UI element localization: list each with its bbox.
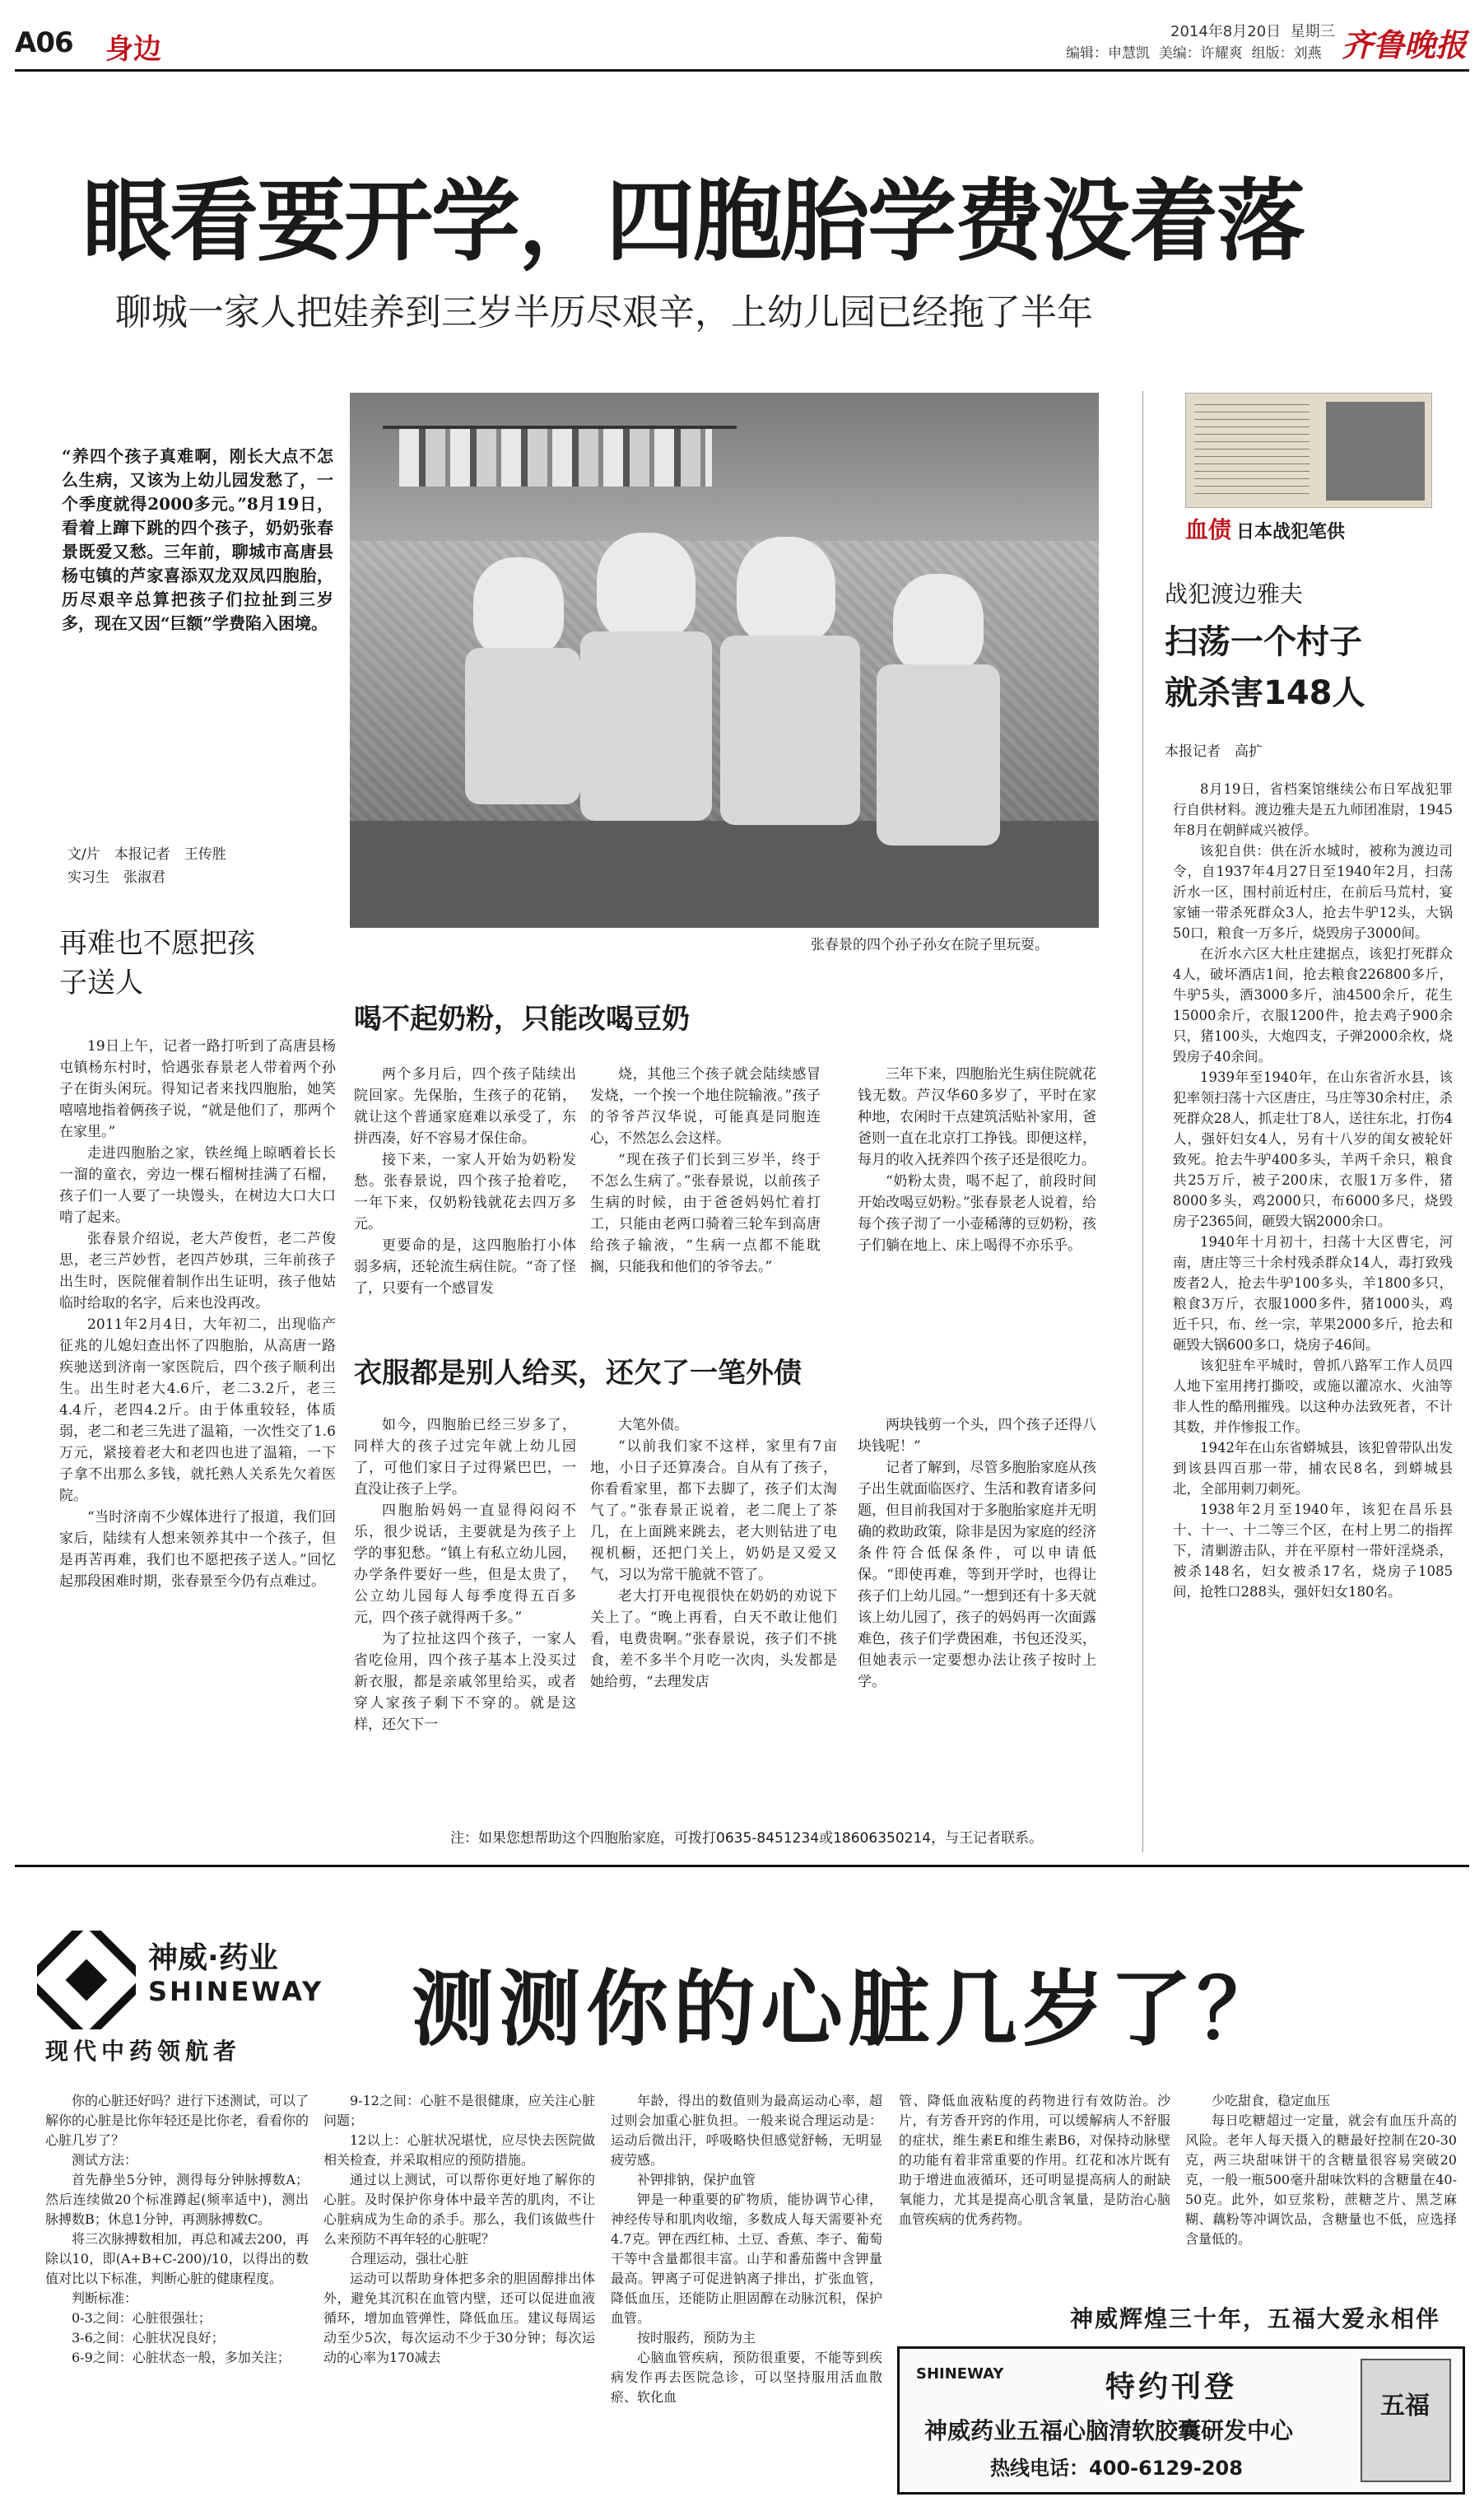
special-box: [897, 2346, 1465, 2495]
paragraph: 年龄，得出的数值则为最高运动心率，超过则会加重心脏负担。一般来说合理运动是：运动后微出汗，呼吸略快但感觉舒畅，无明显疲劳感。: [611, 2093, 882, 2168]
paragraph: 9-12之间：心脏不是很健康，应关注心脏问题；: [323, 2093, 595, 2128]
sidebar-kicker: 战犯渡边雅夫: [1165, 580, 1304, 608]
ad-slogan: 现代中药领航者: [45, 2038, 242, 2065]
product-label: 五福: [1380, 2392, 1430, 2420]
paragraph: “现在孩子们长到三岁半，终于不怎么生病了。”张春景说，以前孩子生病的时候，由于爸爸妈妈忙着打工，只能由老两口骑着三轮车到高唐给孩子输液，“生病一点都不能耽搁，只能我和他们的爷爷去。”: [590, 1152, 821, 1275]
sidebar-title-1: 扫荡一个村子: [1165, 623, 1362, 661]
page-number: A06: [15, 26, 73, 59]
header-date: [1170, 20, 1335, 41]
subheadline: 聊城一家人把娃养到三岁半历尽艰辛，上幼儿园已经拖了半年: [115, 291, 1093, 333]
paragraph: 3-6之间：心脏状况良好；: [72, 2330, 225, 2346]
paragraph: “奶粉太贵，喝不起了，前段时间开始改喝豆奶粉。”张春景老人说着，给每个孩子沏了一小壶稀薄的豆奶粉，孩子们躺在地上、床上喝得不亦乐乎。: [858, 1173, 1096, 1254]
box-logo-text: SHINEWAY: [916, 2365, 1004, 2383]
byline-reporter: 文/片 本报记者 王传胜: [67, 846, 226, 863]
paragraph: 两块钱剪一个头，四个孩子还得八块钱呢！”: [858, 1417, 1096, 1455]
subhead-2: 喝不起奶粉，只能改喝豆奶: [354, 1003, 690, 1036]
ad-footer-slogan: 神威辉煌三十年，五福大爱永相伴: [1070, 2305, 1441, 2332]
paragraph: 2011年2月4日，大年初二，出现临产征兆的儿媳妇查出怀了四胞胎，从高唐一路疾驰送到济南一家医院后，四个孩子顺利出生。出生时老大4.6斤，老二3.2斤，老三4.4斤，老四4.2斤。由于体重较轻，体质弱，老二和老三先进了温箱，一次性交了1.6万元，紧接着老大和老四也进了温箱，一下子拿不出那么多钱，就托熟人关系先欠着医院。: [59, 1316, 336, 1504]
paragraph: 少吃甜食，稳定血压: [1212, 2093, 1331, 2108]
hotline: [990, 2452, 1243, 2481]
paragraph: 将三次脉搏数相加，再总和减去200，再除以10，即(A+B+C-200)/10，以得出的数值对比以下标准，判断心脏的健康程度。: [45, 2231, 309, 2286]
left-column: [59, 1036, 336, 1826]
ad-col-3: [611, 2091, 882, 2503]
date: 2014年8月20日: [1170, 23, 1282, 40]
sidebar-image: [1185, 393, 1432, 508]
ad-brand-en: SHINEWAY: [148, 1976, 324, 2007]
header-rule: [15, 69, 1469, 72]
paragraph: 8月19日，省档案馆继续公布日军战犯罪行自供材料。渡边雅夫是五九师团准尉，1945年8月在朝鲜咸兴被俘。: [1173, 781, 1453, 838]
sec2-col1: [354, 1064, 576, 1302]
paragraph: 1942年在山东省蟒城县，该犯曾带队出发到该县四百那一带，捕农民8名，到蟒城县北，全部用刺刀刺死。: [1173, 1440, 1453, 1497]
paragraph: 接下来，一家人开始为奶粉发愁。张春景说，四个孩子抢着吃，一年下来，仅奶粉钱就花去四万多元。: [354, 1152, 576, 1232]
paragraph: 6-9之间：心脏状态一般，多加关注；: [72, 2350, 291, 2365]
ad-col-1: [45, 2091, 309, 2503]
left-column-text: [59, 1036, 336, 1592]
paragraph: 12以上：心脏状况堪忧，应尽快去医院做相关检查，并采取相应的预防措施。: [323, 2132, 595, 2168]
sidebar-divider: [1142, 391, 1143, 1852]
paragraph: 心脑血管疾病，预防很重要，不能等到疾病发作再去医院急诊，可以坚持服用活血散瘀、软化血: [611, 2350, 882, 2405]
brand-name: 神威: [148, 1941, 208, 1975]
ad-col-2: [323, 2091, 595, 2503]
sec3-col2: [590, 1414, 837, 1818]
ad-col-4: 管、降低血液粘度的药物进行有效防治。沙片，有芳香开窍的作用，可以缓解病人不舒服的症状，维生素E和维生素B6，对保持动脉壁的功能有着非常重要的作用。红花和冰片既有助于增进血液循环，还可明显提高病人的耐缺氧能力，尤其是提高心肌含氧量，是防治心脑血管疾病的优秀药物。: [899, 2093, 1170, 2227]
sidebar-byline: 本报记者 高扩: [1165, 743, 1263, 760]
paragraph: 1939年至1940年，在山东省沂水县，该犯率领扫荡十六区唐庄，马庄等30余村庄，杀死群众28人，抓走壮丁8人，送往东北，打伤4人，强奸妇女4人，另有十八岁的闺女被轮奸致死。抢去牛驴400多头，羊两千余只，粮食共25万斤，被子200床，衣服1万多件，猪8000多头，鸡2000只，布6000多尺，烧毁房子2365间，砸毁大锅2000余口。: [1173, 1069, 1453, 1229]
section-name: 身边: [105, 33, 161, 66]
paragraph: 烧，其他三个孩子就会陆续感冒发烧，一个挨一个地住院输液。”孩子的爷爷芦汉华说，可能真是同胞连心，不然怎么会这样。: [590, 1066, 821, 1147]
byline: [67, 843, 226, 889]
paragraph: 在沂水六区大杜庄建据点，该犯打死群众4人，破坏酒店1间，抢去粮食226800多斤，牛驴5头，酒3000多斤，油4500余斤，花生15000余斤，衣服1200件，抢去鸡子900余只，猪100头，大炮四支，子弹2000余枚，烧毁房子40余间。: [1173, 946, 1453, 1064]
headline: 眼看要开学，四胞胎学费没着落: [82, 170, 1305, 273]
subhead-1: 再难也不愿把孩子送人: [59, 927, 255, 999]
badge-text: 日本战犯笔供: [1236, 522, 1346, 543]
paragraph: 按时服药，预防为主: [637, 2330, 756, 2346]
paragraph: 首先静坐5分钟，测得每分钟脉搏数A；然后连续做20个标准蹲起(频率适中)，测出脉搏数B；休息1分钟，再测脉搏数C。: [45, 2172, 309, 2227]
editor: 编辑：申慧凯: [1066, 45, 1150, 62]
ad-title: 测测你的心脏几岁了？: [412, 1961, 1284, 2057]
special-title: 特约刊登: [1105, 2370, 1238, 2404]
paragraph: “以前我们家不这样，家里有7亩地，小日子还算凑合。自从有了孩子，你看看家里，都下去脚了，孩子们太淘气了。”张春景正说着，老二爬上了茶几，在上面跳来跳去，老大则钻进了电视机橱，还把门关上，奶奶是又爱又气，习以为常干脆就不管了。: [590, 1438, 837, 1583]
ad-top-rule: [15, 1865, 1469, 1867]
paragraph: 19日上午，记者一路打听到了高唐县杨屯镇杨东村时，恰遇张春景老人带着两个孙子在街头闲玩。得知记者来找四胞胎，她笑嘻嘻地指着俩孩子说，“就是他们了，那两个在家里。”: [59, 1038, 336, 1140]
paragraph: 1940年十月初十，扫荡十大区曹宅，河南，唐庄等三十余村残杀群众14人，毒打致残废者2人，抢去牛驴100多头，羊1800多只，粮食3万斤，衣服1000多件，猪1000头，鸡近千只，布、丝一宗，苹果2000多斤，抢去和砸毁大锅600多口，烧房子46间。: [1173, 1234, 1453, 1353]
paragraph: 补钾排钠，保护血管: [637, 2172, 756, 2187]
main-photo: [350, 393, 1099, 928]
brand-logo-icon: [37, 1931, 136, 2029]
byline-intern: 实习生 张淑君: [67, 869, 165, 886]
paragraph: 测试方法：: [72, 2152, 138, 2168]
paragraph: 该犯驻牟平城时，曾抓八路军工作人员四人地下室用拷打撕咬，或施以灌凉水、火油等非人性的酷刑摧残。以这种办法致死者，不计其数，并作惨报工作。: [1173, 1358, 1453, 1435]
paragraph: 合理运动，强壮心脏: [350, 2251, 469, 2266]
contact-note: 注：如果您想帮助这个四胞胎家庭，可拨打0635-8451234或18606350214，与王记者联系。: [450, 1830, 1044, 1847]
paragraph: 更要命的是，这四胞胎打小体弱多病，还轮流生病住院。“奇了怪了，只要有一个感冒发: [354, 1237, 576, 1297]
badge-red: 血债: [1185, 516, 1232, 543]
weekday: 星期三: [1290, 23, 1335, 40]
paragraph: 老大打开电视很快在奶奶的劝说下关上了。“晚上再看，白天不敢让他们看，电费贵啊。”张春景说，孩子们不挑食，差不多半个月吃一次肉，头发都是她给剪，“去理发店: [590, 1588, 837, 1690]
paragraph: 两个多月后，四个孩子陆续出院回家。先保胎，生孩子的花销，就让这个普通家庭难以承受了，东拼西凑，好不容易才保住命。: [354, 1066, 576, 1147]
paragraph: “当时济南不少媒体进行了报道，我们回家后，陆续有人想来领养其中一个孩子，但是再苦再难，我们也不愿把孩子送人。”回忆起那段困难时期，张春景至今仍有点难过。: [59, 1509, 336, 1590]
paragraph: 钾是一种重要的矿物质，能协调节心律，神经传导和肌肉收缩，多数成人每天需要补充4.7克。钾在西红柿、土豆、香蕉、李子、葡萄干等中含量都很丰富。山芋和番茄酱中含钾量最高。钾离子可促进钠离子排出，扩张血管，降低血压，还能防止胆固醇在动脉沉积，保护血管。: [611, 2192, 882, 2326]
hotline-label: 热线电话：: [990, 2457, 1089, 2480]
masthead: 齐鲁晚报: [1342, 26, 1468, 63]
sec2-col2: [590, 1064, 821, 1302]
photo-caption: 张春景的四个孙子孙女在院子里玩耍。: [811, 937, 1049, 953]
paragraph: 0-3之间：心脏很强壮；: [72, 2310, 212, 2326]
layout-editor: 组版：刘燕: [1251, 45, 1322, 62]
ad-logo: [37, 1931, 136, 2029]
paragraph: 你的心脏还好吗？进行下述测试，可以了解你的心脏是比你年轻还是比你老，看看你的心脏几岁了？: [45, 2093, 309, 2148]
paragraph: 四胞胎妈妈一直显得闷闷不乐，很少说话，主要就是为孩子上学的事犯愁。“镇上有私立幼儿园，办学条件要好一些，但是太贵了，公立幼儿园每人每季度得五百多元，四个孩子就得两千多。”: [354, 1502, 576, 1626]
sec3-col3: [858, 1414, 1096, 1818]
product-box: [1361, 2359, 1451, 2482]
brand-name-2: 药业: [218, 1941, 278, 1975]
paragraph: 判断标准：: [72, 2290, 138, 2306]
subhead-3: 衣服都是别人给买，还欠了一笔外债: [354, 1357, 802, 1390]
hotline-number: 400-6129-208: [1089, 2457, 1243, 2480]
research-center: 神威药业五福心脑清软胶囊研发中心: [924, 2417, 1294, 2444]
ad-brand: 神威·药业: [148, 1941, 278, 1975]
paragraph: 该犯自供：供在沂水城时，被称为渡边司令，自1937年4月27日至1940年2月，扫荡沂水一区，围村前近村庄，在前后马荒村，宴家铺一带杀死群众3人，抢去牛驴12头，大锅50口，粮食一万多斤，烧毁房子3000间。: [1173, 843, 1453, 941]
paragraph: 运动可以帮助身体把多余的胆固醇排出体外，避免其沉积在血管内壁，还可以促进血液循环，增加血管弹性，降低血压。建议每周运动至少5次，每次运动不少于30分钟；每次运动的心率为170减去: [323, 2271, 595, 2365]
ad-col-5: [1185, 2091, 1457, 2272]
paragraph: 走进四胞胎之家，铁丝绳上晾晒着长长一溜的童衣，旁边一棵石榴树挂满了石榴，孩子们一人要了一块馒头，在树边大口大口啃了起来。: [59, 1145, 336, 1226]
paragraph: 三年下来，四胞胎光生病住院就花钱无数。芦汉华60多岁了，平时在家种地，农闲时干点建筑活贴补家用，爸爸则一直在北京打工挣钱。即便这样，每月的收入抚养四个孩子还是很吃力。: [858, 1066, 1096, 1168]
art-editor: 美编：许耀爽: [1158, 45, 1243, 62]
paragraph: 如今，四胞胎已经三岁多了，同样大的孩子过完年就上幼儿园了，可他们家日子过得紧巴巴，一直没让孩子上学。: [354, 1417, 576, 1498]
paragraph: 大笔外债。: [618, 1417, 688, 1433]
sec2-col3: [858, 1064, 1096, 1302]
paragraph: 每日吃糖超过一定量，就会有血压升高的风险。老年人每天摄入的糖最好控制在20-30克，两三块甜味饼干的含糖量很容易突破20克，一般一瓶500毫升甜味饮料的含糖量在40-50克。此外，如豆浆粉，蔗糖芝片、黑芝麻糊、藕粉等冲调饮品，含糖量也不低，应选择含量低的。: [1185, 2113, 1457, 2247]
sidebar-title-2: 就杀害148人: [1165, 674, 1365, 712]
paragraph: 为了拉扯这四个孩子，一家人省吃俭用，四个孩子基本上没买过新衣服，都是亲戚邻里给买，或者穿人家孩子剩下不穿的。就是这样，还欠下一: [354, 1631, 576, 1733]
header-credits: [1066, 41, 1322, 62]
paragraph: 张春景介绍说，老大芦俊哲，老二芦俊思，老三芦妙哲，老四芦妙琪，三年前孩子出生时，医院催着制作出生证明，孩子他姑临时给取的名字，后来也没再改。: [59, 1231, 336, 1311]
sec3-col1: [354, 1414, 576, 1818]
lead-paragraph: “养四个孩子真难啊，刚长大点不怎么生病，又该为上幼儿园发愁了，一个季度就得2000多元。”8月19日，看着上蹿下跳的四个孩子，奶奶张春景既爱又愁。三年前，聊城市高唐县杨屯镇的芦家喜添双龙双凤四胞胎，历尽艰辛总算把孩子们拉扯到三岁多，现在又因“巨额”学费陷入困境。: [62, 446, 333, 633]
paragraph: 1938年2月至1940年，该犯在昌乐县十、十一、十二等三个区，在村上男二的指挥下，清剿游击队，并在平原村一带奸淫烧杀，被杀148名，妇女被杀17名，烧房子1085间，抢牲口288头，强奸妇女180名。: [1173, 1502, 1453, 1600]
paragraph: 记者了解到，尽管多胞胎家庭从孩子出生就面临医疗、生活和教育诸多问题，但目前我国对于多胞胎家庭并无明确的救助政策，除非是因为家庭的经济条件符合低保条件，可以申请低保。“即使再难，等到开学时，也得让孩子们上幼儿园。”一想到还有十多天就该上幼儿园了，孩子的妈妈再一次面露难色，孩子们学费困难，书包还没买，但她表示一定要想办法让孩子按时上学。: [858, 1460, 1096, 1690]
paragraph: 通过以上测试，可以帮你更好地了解你的心脏。及时保护你身体中最辛苦的肌肉，不让心脏病成为生命的杀手。那么，我们该做些什么来预防不再年轻的心脏呢？: [323, 2172, 595, 2247]
sidebar-badge: [1185, 512, 1345, 545]
sidebar-body: [1173, 779, 1453, 1833]
